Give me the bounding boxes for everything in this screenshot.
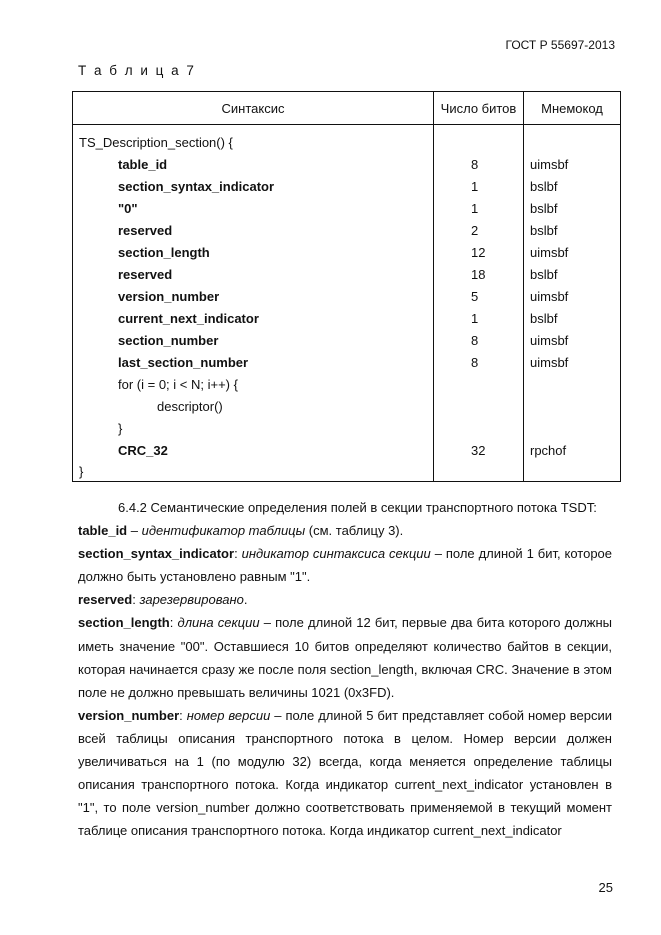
bits-cell: 8 — [434, 153, 524, 175]
mnemonic-cell: uimsbf — [524, 241, 621, 263]
mnemonic-cell — [524, 417, 621, 439]
table-caption: Т а б л и ц а 7 — [78, 63, 196, 78]
mnemonic-cell: bslbf — [524, 197, 621, 219]
column-header-bits: Число битов — [434, 92, 524, 125]
table-row — [73, 241, 621, 263]
syntax-cell: } — [73, 461, 434, 482]
table-row — [73, 197, 621, 219]
syntax-cell: descriptor() — [73, 395, 434, 417]
mnemonic-cell: bslbf — [524, 263, 621, 285]
bits-cell — [434, 373, 524, 395]
table-row — [73, 219, 621, 241]
separator: : — [169, 615, 178, 631]
table-row — [73, 461, 621, 482]
mnemonic-cell: uimsbf — [524, 351, 621, 373]
term-definition: идентификатор таблицы — [141, 523, 306, 539]
description: – поле длиной 12 бит, первые два бита которого должны иметь значение "00". Оставшиеся 10 битов определяют количество байтов в секции, которая начинается сразу же после поля section_length, включая CRC. Значение в этом поле не должно превышать величины 1021 (0x3FD). — [78, 615, 613, 700]
mnemonic-cell — [524, 395, 621, 417]
semantics-section — [78, 496, 612, 842]
mnemonic-cell: bslbf — [524, 307, 621, 329]
column-header-mnemonic: Мнемокод — [524, 92, 621, 125]
syntax-cell: "0" — [73, 197, 434, 219]
table-row — [73, 125, 621, 154]
table-row — [73, 307, 621, 329]
definition-section-length — [78, 611, 612, 703]
bits-cell: 2 — [434, 219, 524, 241]
term: reserved — [78, 592, 133, 608]
bits-cell: 1 — [434, 307, 524, 329]
bits-cell: 8 — [434, 329, 524, 351]
bits-cell — [434, 395, 524, 417]
bits-cell: 1 — [434, 197, 524, 219]
mnemonic-cell: rpchof — [524, 439, 621, 461]
mnemonic-cell: bslbf — [524, 219, 621, 241]
term-definition: длина секции — [177, 615, 260, 631]
mnemonic-cell — [524, 125, 621, 154]
table-row — [73, 153, 621, 175]
description: (см. таблицу 3). — [305, 523, 404, 539]
table-row — [73, 175, 621, 197]
syntax-cell: section_number — [73, 329, 434, 351]
mnemonic-cell — [524, 373, 621, 395]
bits-cell: 18 — [434, 263, 524, 285]
table-row — [73, 329, 621, 351]
definition-version-number — [78, 704, 612, 843]
syntax-cell: last_section_number — [73, 351, 434, 373]
separator: : — [132, 592, 140, 608]
mnemonic-cell: bslbf — [524, 175, 621, 197]
mnemonic-cell — [524, 461, 621, 482]
separator: – — [127, 523, 142, 539]
syntax-cell: reserved — [73, 219, 434, 241]
syntax-cell: reserved — [73, 263, 434, 285]
definition-section-syntax-indicator — [78, 542, 612, 588]
table-row — [73, 417, 621, 439]
definition-reserved — [78, 588, 612, 611]
syntax-cell: current_next_indicator — [73, 307, 434, 329]
bits-cell — [434, 461, 524, 482]
table-row — [73, 351, 621, 373]
table-header-row — [73, 92, 621, 125]
term-definition: индикатор синтаксиса секции — [241, 546, 431, 562]
description: . — [243, 592, 248, 608]
mnemonic-cell: uimsbf — [524, 329, 621, 351]
syntax-cell: version_number — [73, 285, 434, 307]
syntax-cell: section_syntax_indicator — [73, 175, 434, 197]
bits-cell: 12 — [434, 241, 524, 263]
table-row — [73, 373, 621, 395]
bits-cell: 5 — [434, 285, 524, 307]
syntax-cell: CRC_32 — [73, 439, 434, 461]
separator: : — [179, 707, 187, 723]
bits-cell: 8 — [434, 351, 524, 373]
syntax-cell: } — [73, 417, 434, 439]
bits-cell: 32 — [434, 439, 524, 461]
table-row — [73, 395, 621, 417]
separator: : — [234, 546, 242, 562]
term: section_length — [78, 615, 170, 631]
table-row — [73, 263, 621, 285]
bits-cell — [434, 417, 524, 439]
description: – поле длиной 5 бит представляет собой номер версии всей таблицы описания транспортного потока в целом. Номер версии должен увеличиваться на 1 (по модулю 32) всегда, когда меняется определение таблицы описания транспортного потока. Когда индикатор current_next_indicator установлен в "1", то поле version_number должно соответствовать применяемой в текущий момент таблице описания транспортного потока. Когда индикатор current_next_indicator — [78, 707, 613, 839]
definition-table-id — [78, 519, 612, 542]
column-header-syntax: Синтаксис — [73, 92, 434, 125]
bits-cell — [434, 125, 524, 154]
section-intro: 6.4.2 Семантические определения полей в секции транспортного потока TSDT: — [118, 500, 597, 515]
bits-cell: 1 — [434, 175, 524, 197]
page-number: 25 — [598, 880, 613, 895]
table-row — [73, 439, 621, 461]
term-definition: зарезервировано — [139, 592, 244, 608]
syntax-cell: section_length — [73, 241, 434, 263]
document-id: ГОСТ Р 55697-2013 — [505, 38, 615, 52]
syntax-table — [72, 91, 621, 482]
syntax-cell: TS_Description_section() { — [73, 125, 434, 154]
mnemonic-cell: uimsbf — [524, 285, 621, 307]
table-row — [73, 285, 621, 307]
term: version_number — [78, 707, 180, 723]
syntax-cell: table_id — [73, 153, 434, 175]
term: section_syntax_indicator — [78, 546, 235, 562]
mnemonic-cell: uimsbf — [524, 153, 621, 175]
term-definition: номер версии — [186, 707, 271, 723]
description: – поле длиной 1 бит, которое должно быть установлено равным "1". — [78, 546, 613, 585]
term: table_id — [78, 523, 128, 539]
syntax-cell: for (i = 0; i < N; i++) { — [73, 373, 434, 395]
